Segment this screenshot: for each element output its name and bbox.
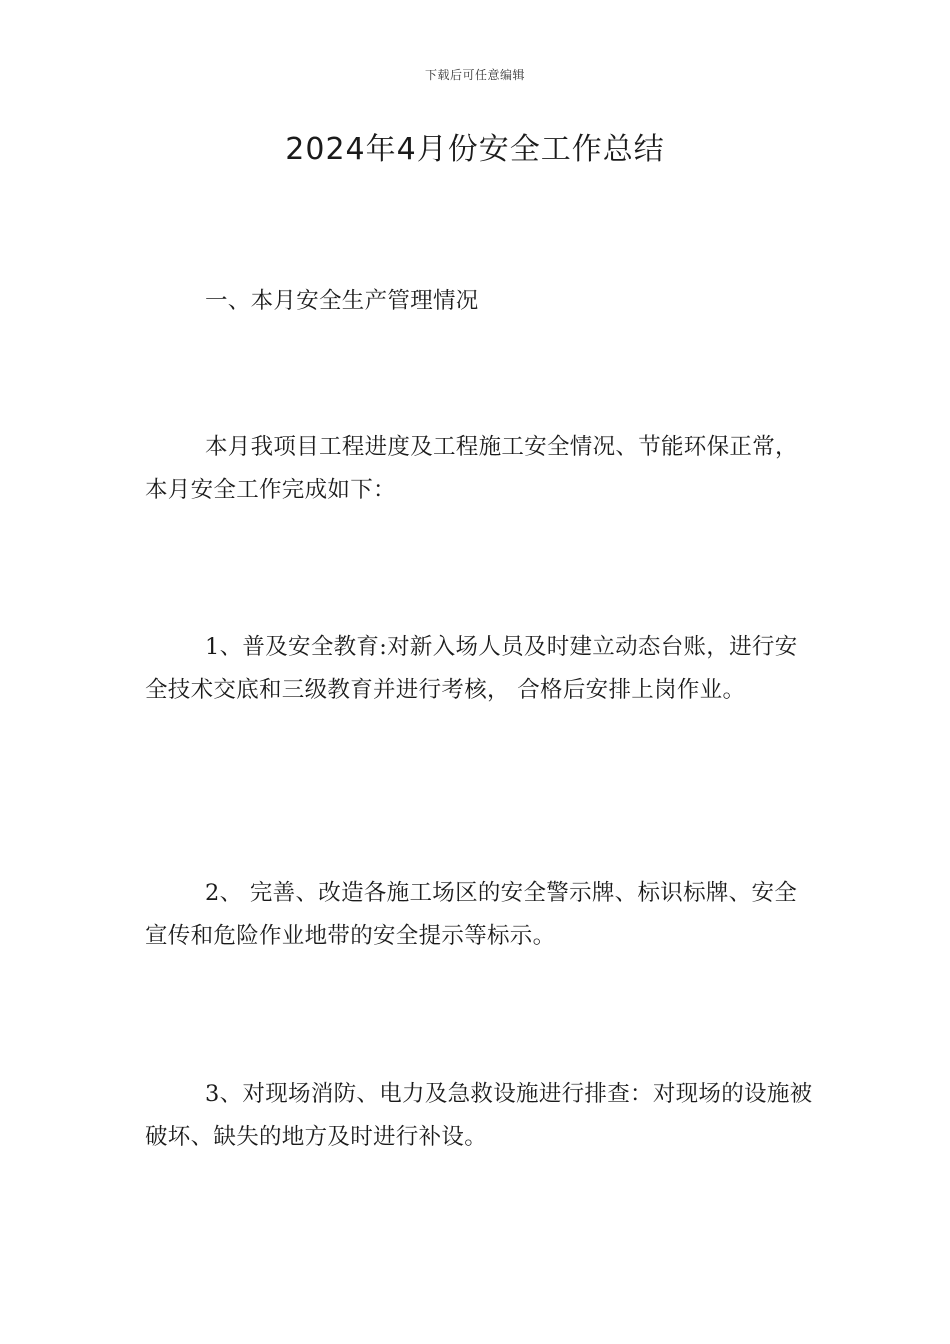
intro-paragraph: 本月我项目工程进度及工程施工安全情况、节能环保正常，本月安全工作完成如下： (145, 434, 798, 503)
list-item: 2、 完善、改造各施工场区的安全警示牌、标识标牌、安全宣传和危险作业地带的安全提示等标示。 (145, 880, 798, 949)
list-item: 1、普及安全教育:对新入场人员及时建立动态台账，进行安全技术交底和三级教育并进行考核， 合格后安排上岗作业。 (145, 634, 798, 703)
document-title: 2024年4月份安全工作总结 (285, 132, 665, 167)
section-heading: 一、本月安全生产管理情况 (205, 288, 479, 314)
header-note: 下载后可任意编辑 (424, 68, 525, 82)
list-item: 3、对现场消防、电力及急救设施进行排查：对现场的设施被破坏、缺失的地方及时进行补设。 (145, 1081, 813, 1150)
